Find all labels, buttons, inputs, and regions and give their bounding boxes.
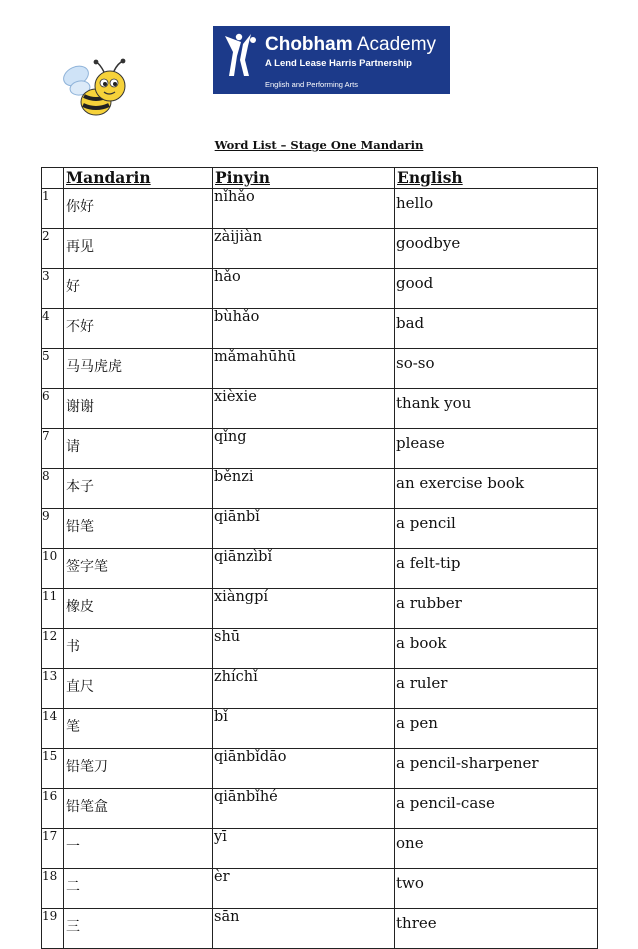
table-row (42, 189, 598, 229)
english-cell: a pencil-case (395, 789, 598, 829)
mandarin-cell: 铅笔盒 (64, 789, 213, 829)
english-cell: hello (395, 189, 598, 229)
table-row (42, 229, 598, 269)
mandarin-cell: 好 (64, 269, 213, 309)
pinyin-cell: qiānbǐhé (213, 789, 395, 829)
table-row (42, 629, 598, 669)
pinyin-cell: mǎmahūhū (213, 349, 395, 389)
pinyin-cell: yī (213, 829, 395, 869)
mandarin-cell: 二 (64, 869, 213, 909)
mandarin-cell: 马马虎虎 (64, 349, 213, 389)
row-number: 6 (42, 389, 64, 429)
row-number: 4 (42, 309, 64, 349)
mandarin-cell: 签字笔 (64, 549, 213, 589)
table-header-row (42, 168, 598, 189)
row-number: 5 (42, 349, 64, 389)
pinyin-cell: bùhǎo (213, 309, 395, 349)
row-number: 16 (42, 789, 64, 829)
mandarin-cell: 请 (64, 429, 213, 469)
row-number: 10 (42, 549, 64, 589)
logo-figures-icon (219, 32, 259, 78)
table-row (42, 469, 598, 509)
row-number: 7 (42, 429, 64, 469)
table-row (42, 869, 598, 909)
pinyin-cell: qiānzìbǐ (213, 549, 395, 589)
mandarin-cell: 三 (64, 909, 213, 949)
header-number (42, 168, 64, 189)
row-number: 13 (42, 669, 64, 709)
english-cell: one (395, 829, 598, 869)
table-row (42, 749, 598, 789)
row-number: 15 (42, 749, 64, 789)
english-cell: a pencil (395, 509, 598, 549)
english-cell: thank you (395, 389, 598, 429)
table-row (42, 589, 598, 629)
english-cell: goodbye (395, 229, 598, 269)
pinyin-cell: xiàngpí (213, 589, 395, 629)
english-cell: a pen (395, 709, 598, 749)
row-number: 18 (42, 869, 64, 909)
document-title: Word List – Stage One Mandarin (214, 138, 424, 152)
row-number: 1 (42, 189, 64, 229)
mandarin-cell: 直尺 (64, 669, 213, 709)
english-cell: please (395, 429, 598, 469)
bee-icon (58, 58, 138, 122)
row-number: 8 (42, 469, 64, 509)
english-cell: a felt-tip (395, 549, 598, 589)
table-row (42, 309, 598, 349)
mandarin-cell: 笔 (64, 709, 213, 749)
mandarin-cell: 谢谢 (64, 389, 213, 429)
mandarin-cell: 一 (64, 829, 213, 869)
pinyin-cell: zhíchǐ (213, 669, 395, 709)
pinyin-cell: shū (213, 629, 395, 669)
pinyin-cell: hǎo (213, 269, 395, 309)
logo-subtitle: A Lend Lease Harris Partnership (265, 58, 412, 69)
pinyin-cell: běnzi (213, 469, 395, 509)
pinyin-cell: qǐng (213, 429, 395, 469)
table-row (42, 709, 598, 749)
english-cell: two (395, 869, 598, 909)
mandarin-cell: 你好 (64, 189, 213, 229)
school-logo (213, 26, 450, 94)
english-cell: an exercise book (395, 469, 598, 509)
table-row (42, 909, 598, 949)
english-cell: a rubber (395, 589, 598, 629)
logo-name: Chobham Academy (265, 34, 437, 55)
english-cell: three (395, 909, 598, 949)
row-number: 14 (42, 709, 64, 749)
word-list-table (41, 167, 598, 949)
mandarin-cell: 橡皮 (64, 589, 213, 629)
row-number: 19 (42, 909, 64, 949)
row-number: 9 (42, 509, 64, 549)
table-row (42, 789, 598, 829)
english-cell: a pencil-sharpener (395, 749, 598, 789)
row-number: 3 (42, 269, 64, 309)
table-row (42, 829, 598, 869)
table-row (42, 269, 598, 309)
mandarin-cell: 铅笔 (64, 509, 213, 549)
header-english: English (395, 168, 598, 189)
pinyin-cell: èr (213, 869, 395, 909)
pinyin-cell: nǐhǎo (213, 189, 395, 229)
mandarin-cell: 再见 (64, 229, 213, 269)
mandarin-cell: 本子 (64, 469, 213, 509)
mandarin-cell: 铅笔刀 (64, 749, 213, 789)
pinyin-cell: xièxie (213, 389, 395, 429)
pinyin-cell: bǐ (213, 709, 395, 749)
logo-specialism: English and Performing Arts (265, 80, 358, 89)
table-row (42, 429, 598, 469)
table-row (42, 669, 598, 709)
pinyin-cell: qiānbǐ (213, 509, 395, 549)
english-cell: a book (395, 629, 598, 669)
row-number: 12 (42, 629, 64, 669)
pinyin-cell: qiānbǐdāo (213, 749, 395, 789)
pinyin-cell: sān (213, 909, 395, 949)
header-pinyin: Pinyin (213, 168, 395, 189)
mandarin-cell: 书 (64, 629, 213, 669)
header-mandarin: Mandarin (64, 168, 213, 189)
pinyin-cell: zàijiàn (213, 229, 395, 269)
english-cell: bad (395, 309, 598, 349)
table-row (42, 389, 598, 429)
table-row (42, 509, 598, 549)
table-row (42, 549, 598, 589)
table-row (42, 349, 598, 389)
row-number: 17 (42, 829, 64, 869)
row-number: 11 (42, 589, 64, 629)
mandarin-cell: 不好 (64, 309, 213, 349)
english-cell: a ruler (395, 669, 598, 709)
english-cell: good (395, 269, 598, 309)
english-cell: so-so (395, 349, 598, 389)
row-number: 2 (42, 229, 64, 269)
